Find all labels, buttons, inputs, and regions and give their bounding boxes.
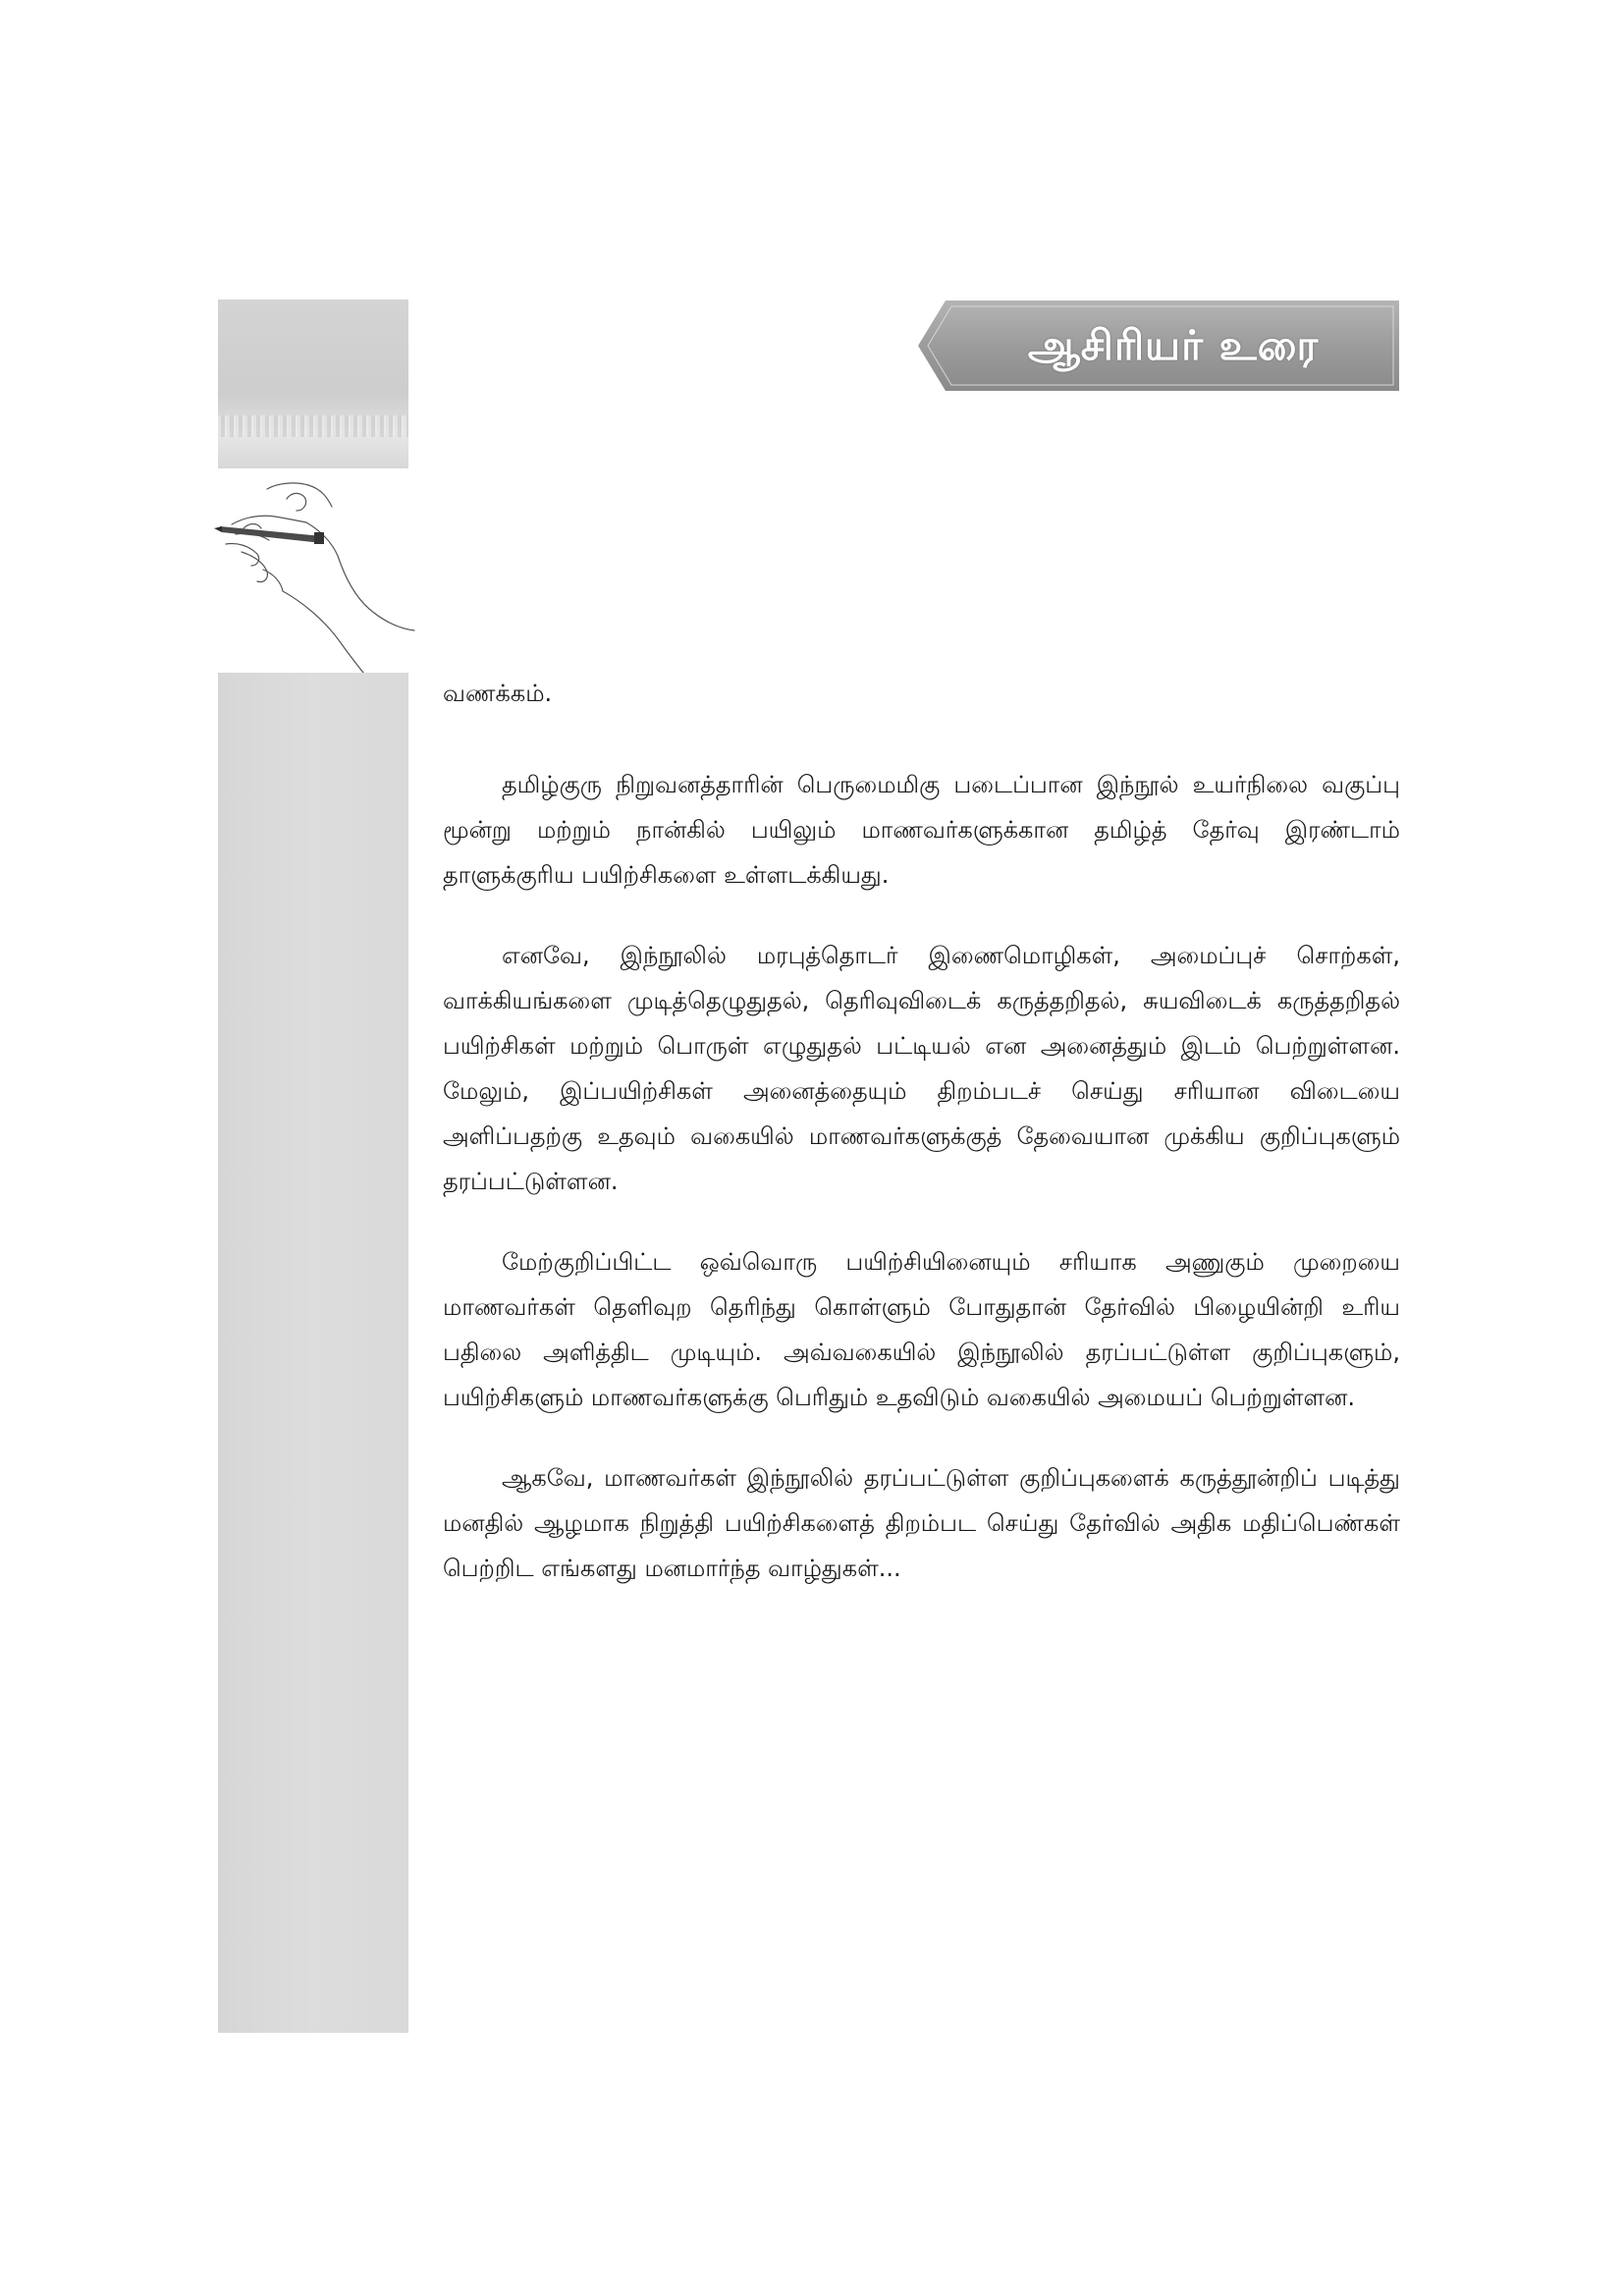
page-title: ஆசிரியர் உரை [1027,321,1320,369]
paragraph-2: எனவே, இந்நூலில் மரபுத்தொடர் இணைமொழிகள், அமைப்புச் சொற்கள், வாக்கியங்களை முடித்தெழுதுதல், தெரிவுவிடைக் கருத்தறிதல், சுயவிடைக் கருத்தறிதல் பயிற்சிகள் மற்றும் பொருள் எழுதுதல் பட்டியல் என அனைத்தும் இடம் பெற்றுள்ளன. மேலும், இப்பயிற்சிகள் அனைத்தையும் திறம்படச் செய்து சரியான விடையை அளிப்பதற்கு உதவும் வகையில் மாணவர்களுக்குத் தேவையான முக்கிய குறிப்புகளும் தரப்பட்டுள்ளன. [443,941,1400,1195]
paragraph-1: தமிழ்குரு நிறுவனத்தாரின் பெருமைமிகு படைப்பான இந்நூல் உயர்நிலை வகுப்பு மூன்று மற்றும் நான்கில் பயிலும் மாணவர்களுக்கான தமிழ்த் தேர்வு இரண்டாம் தாளுக்குரிய பயிற்சிகளை உள்ளடக்கியது. [443,770,1400,889]
paragraph-4: ஆகவே, மாணவர்கள் இந்நூலில் தரப்பட்டுள்ள குறிப்புகளைக் கருத்தூன்றிப் படித்து மனதில் ஆழமாக நிறுத்தி பயிற்சிகளைத் திறம்பட செய்து தேர்வில் அதிக மதிப்பெண்கள் பெற்றிட எங்களது மனமார்ந்த வாழ்துகள்... [443,1463,1400,1582]
decorative-sidebar-main [218,673,408,2033]
title-banner [918,301,1399,391]
writing-hand-icon [206,471,422,678]
paragraph-3: மேற்குறிப்பிட்ட ஒவ்வொரு பயிற்சியினையும் சரியாக அணுகும் முறையை மாணவர்கள் தெளிவுற தெரிந்து கொள்ளும் போதுதான் தேர்வில் பிழையின்றி உரிய பதிலை அளித்திட முடியும். அவ்வகையில் இந்நூலில் தரப்பட்டுள்ள குறிப்புகளும், பயிற்சிகளும் மாணவர்களுக்கு பெரிதும் உதவிடும் வகையில் அமையப் பெற்றுள்ளன. [443,1247,1400,1411]
decorative-sidebar-top [218,300,408,468]
greeting-text: வணக்கம். [443,680,553,707]
preface-body [443,678,1400,1626]
